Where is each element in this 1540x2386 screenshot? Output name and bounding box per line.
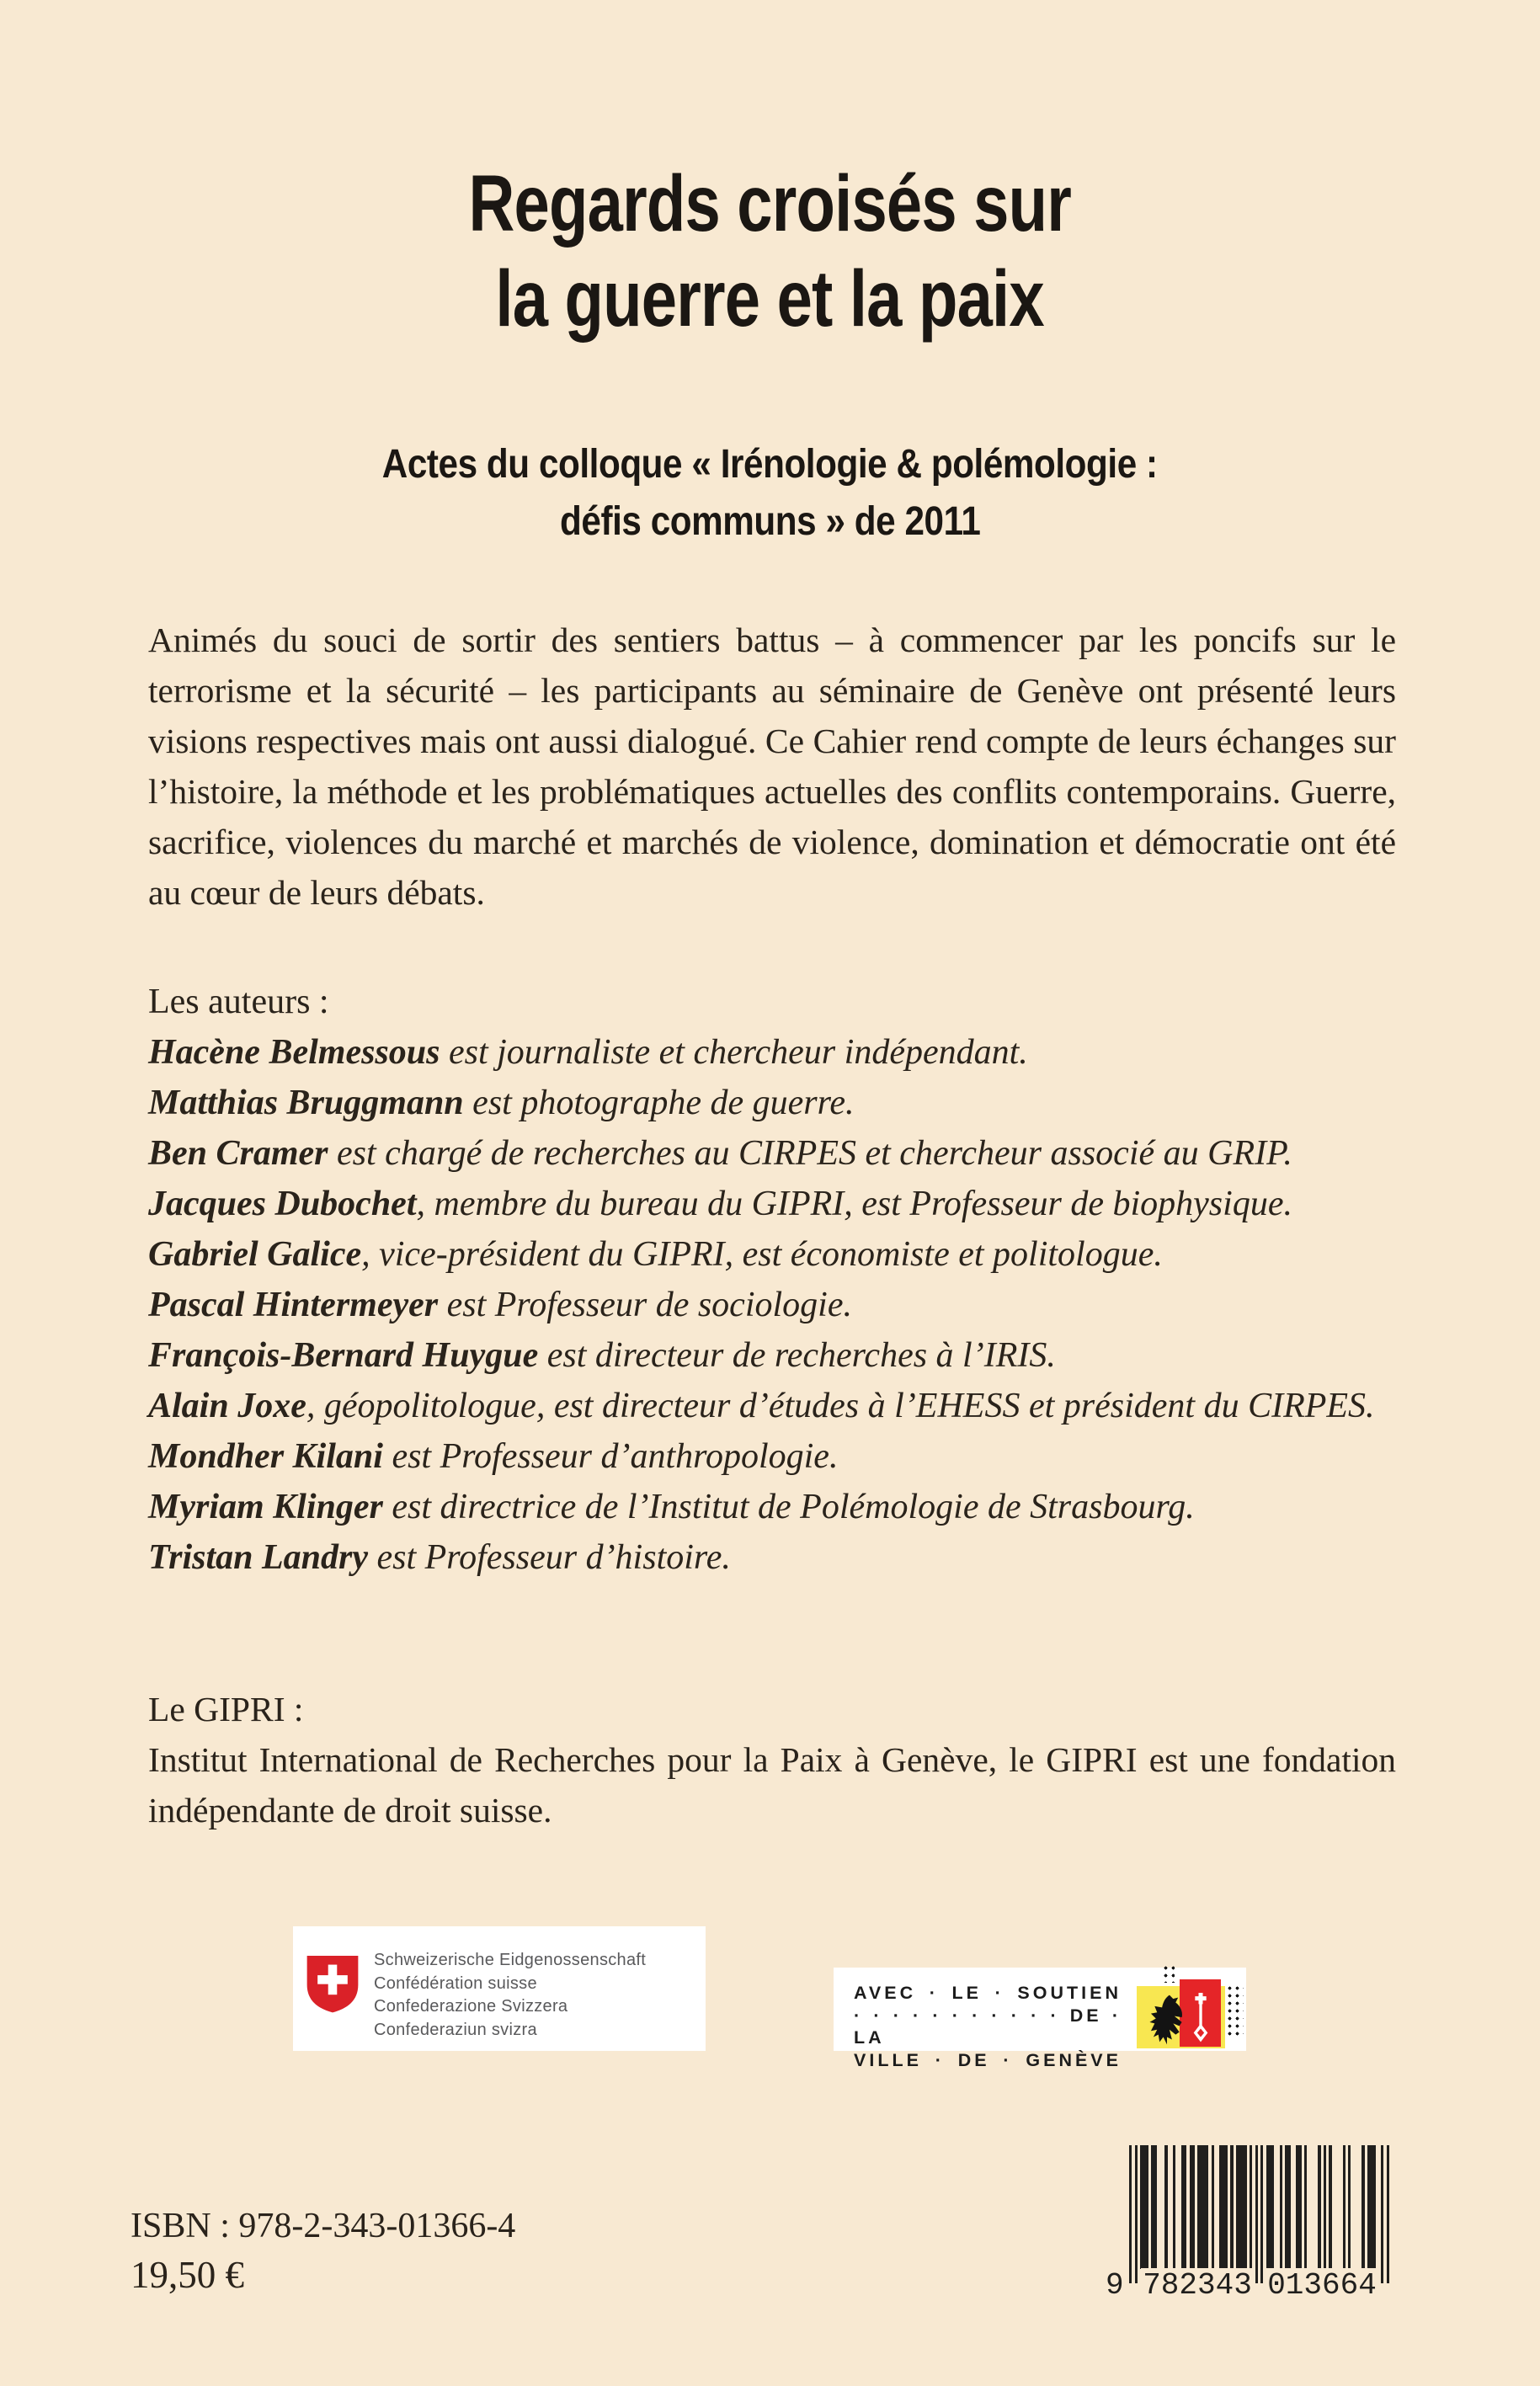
author-name: Matthias Bruggmann xyxy=(148,1084,464,1122)
summary-paragraph: Animés du souci de sortir des sentiers battus – à commencer par les poncifs sur le terrorisme et la sécurité – les participants au séminaire de Genève ont présenté leurs visions respectives mais ont aussi dialogué. Ce Cahier rend compte de leurs échanges sur l’histoire, la méthode et les problématiques actuelles des conflits contemporains. Guerre, sacrifice, violences du marché et marchés de violence, domination et démocratie ont été au cœur de leurs débats. xyxy=(148,620,1396,912)
colloque-subtitle-line2: défis communs » de 2011 xyxy=(559,498,981,544)
author-name: Ben Cramer xyxy=(148,1134,328,1173)
price-text: 19,50 € xyxy=(131,2254,244,2296)
geneva-dots-decoration xyxy=(1226,1984,1244,2038)
geneva-logo-line1: AVEC · LE · SOUTIEN xyxy=(854,1983,1122,2003)
ean13-barcode xyxy=(1106,2145,1390,2303)
author-name: Hacène Belmessous xyxy=(148,1033,440,1072)
author-description: est directrice de l’Institut de Polémologie de Strasbourg. xyxy=(382,1488,1195,1526)
author-description: est chargé de recherches au CIRPES et chercheur associé au GRIP. xyxy=(328,1134,1292,1173)
geneva-eagle-icon xyxy=(1148,1991,1186,2048)
author-name: François-Bernard Huygue xyxy=(148,1336,539,1375)
book-title-line2: la guerre et la paix xyxy=(495,253,1045,344)
author-description: , membre du bureau du GIPRI, est Professeur de biophysique. xyxy=(416,1185,1292,1223)
barcode-left-group: 782343 xyxy=(1141,2268,1254,2303)
author-description: est journaliste et chercheur indépendant. xyxy=(440,1033,1028,1072)
author-line xyxy=(148,1128,1375,1179)
swiss-logo-line-fr: Confédération suisse xyxy=(374,1973,537,1993)
author-description: est Professeur d’histoire. xyxy=(367,1538,731,1577)
author-line xyxy=(148,1280,1375,1330)
author-name: Gabriel Galice xyxy=(148,1235,362,1274)
author-description: est photographe de guerre. xyxy=(463,1084,855,1122)
author-description: , géopolitologue, est directeur d’études à l’EHESS et président du CIRPES. xyxy=(306,1387,1375,1425)
geneva-logo-text xyxy=(854,1982,1122,2071)
author-description: est Professeur d’anthropologie. xyxy=(382,1437,839,1476)
authors-heading: Les auteurs : xyxy=(148,983,329,1021)
barcode-right-group: 013664 xyxy=(1266,2268,1378,2303)
swiss-logo-line-rm: Confederaziun svizra xyxy=(374,2020,537,2039)
author-line xyxy=(148,1330,1375,1381)
gipri-description: Institut International de Recherches pour la Paix à Genève, le GIPRI est une fondation indépendante de droit suisse. xyxy=(148,1740,1396,1829)
swiss-confederation-logo xyxy=(293,1926,706,2051)
gipri-section xyxy=(148,1684,1396,1835)
colloque-subtitle xyxy=(0,436,1540,551)
book-title xyxy=(0,157,1540,347)
authors-section xyxy=(148,977,1375,1583)
ville-de-geneve-logo xyxy=(834,1968,1246,2070)
barcode-bars xyxy=(1129,2145,1390,2283)
author-line xyxy=(148,1431,1375,1482)
author-line xyxy=(148,1381,1375,1431)
author-description: , vice-président du GIPRI, est économiste et politologue. xyxy=(361,1235,1163,1274)
colloque-subtitle-line1: Actes du colloque « Irénologie & polémologie : xyxy=(382,441,1158,487)
author-name: Pascal Hintermeyer xyxy=(148,1286,439,1324)
author-line xyxy=(148,1532,1375,1583)
swiss-logo-text xyxy=(374,1949,646,2042)
barcode-first-digit: 9 xyxy=(1106,2268,1124,2303)
author-line xyxy=(148,1179,1375,1229)
swiss-logo-line-it: Confederazione Svizzera xyxy=(374,1997,568,2016)
author-name: Mondher Kilani xyxy=(148,1437,383,1476)
author-name: Tristan Landry xyxy=(148,1538,368,1577)
swiss-logo-line-de: Schweizerische Eidgenossenschaft xyxy=(374,1951,647,1969)
swiss-shield-icon xyxy=(305,1953,360,2014)
geneva-logo-line2: · · · · · · · · · · · DE · LA xyxy=(854,2005,1122,2048)
geneva-dots-decoration xyxy=(1162,1964,1175,1983)
author-line xyxy=(148,1027,1375,1078)
author-name: Myriam Klinger xyxy=(148,1488,383,1526)
author-line xyxy=(148,1078,1375,1128)
isbn-text: ISBN : 978-2-343-01366-4 xyxy=(131,2207,516,2245)
author-description: est Professeur de sociologie. xyxy=(438,1286,852,1324)
author-description: est directeur de recherches à l’IRIS. xyxy=(538,1336,1056,1375)
author-name: Jacques Dubochet xyxy=(148,1185,417,1223)
geneva-logo-line3: VILLE · DE · GENÈVE xyxy=(854,2049,1122,2070)
author-line xyxy=(148,1229,1375,1280)
geneva-key-icon xyxy=(1191,1993,1211,2043)
book-title-line1: Regards croisés sur xyxy=(468,158,1072,248)
author-name: Alain Joxe xyxy=(148,1387,306,1425)
author-line xyxy=(148,1482,1375,1532)
gipri-heading: Le GIPRI : xyxy=(148,1690,304,1728)
